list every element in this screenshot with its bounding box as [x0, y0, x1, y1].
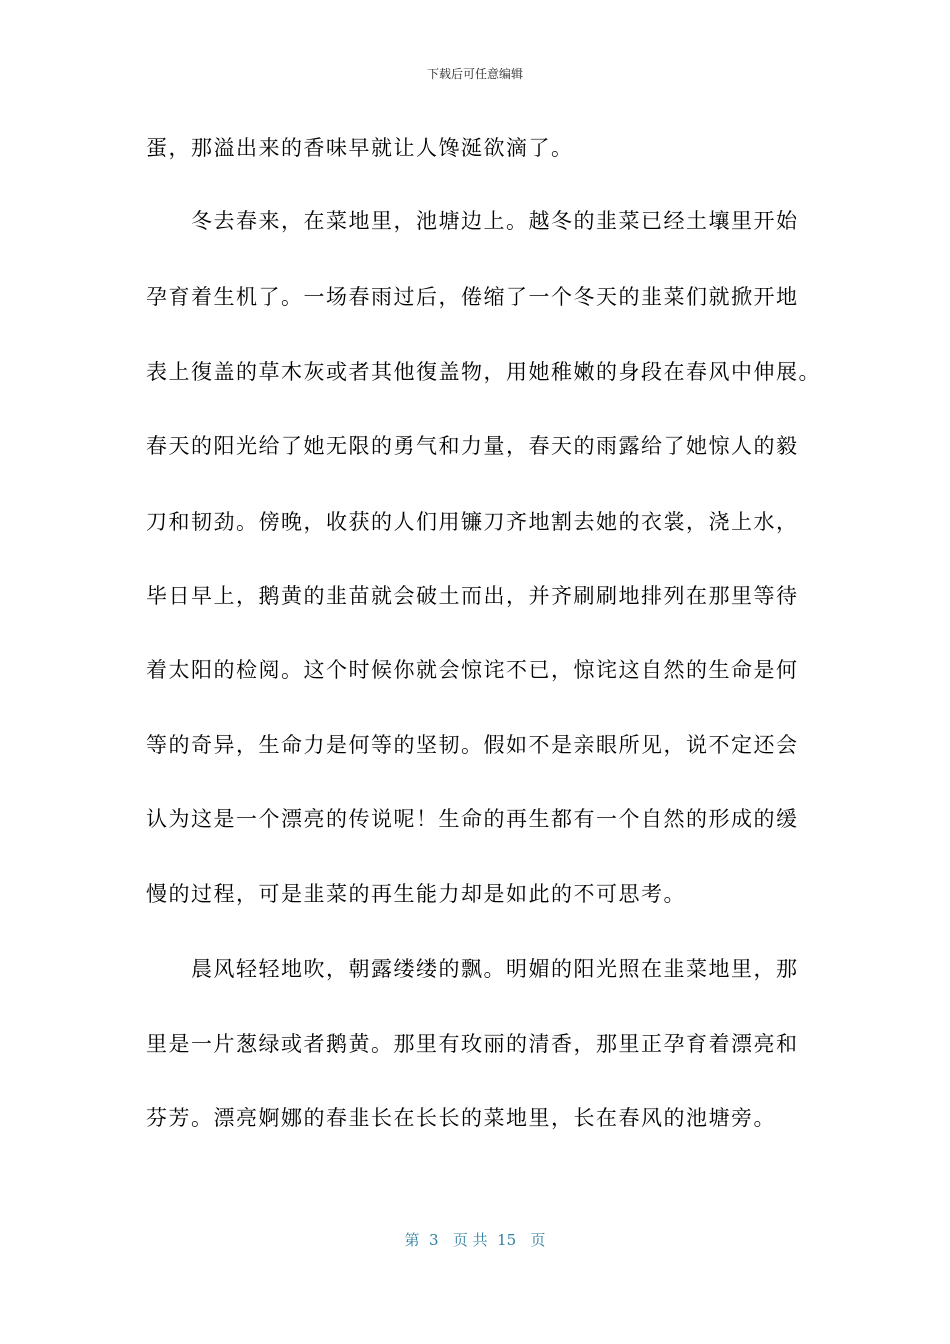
text-line: 认为这是一个漂亮的传说呢！生命的再生都有一个自然的形成的缓 [146, 807, 799, 831]
text-line: 蛋，那溢出来的香味早就让人馋涎欲滴了。 [146, 136, 574, 160]
text-line: 芬芳。漂亮婀娜的春韭长在长长的菜地里，长在春风的池塘旁。 [146, 1106, 776, 1130]
text-line: 着太阳的检阅。这个时候你就会惊诧不已，惊诧这自然的生命是何 [146, 658, 799, 682]
page-footer: 第 3 页 共 15 页 [404, 1231, 546, 1249]
text-line: 等的奇异，生命力是何等的坚韧。假如不是亲眼所见，说不定还会 [146, 733, 799, 757]
page-header: 下载后可任意编辑 [426, 67, 523, 81]
text-line: 晨风轻轻地吹，朝露缕缕的飘。明媚的阳光照在韭菜地里，那 [146, 957, 799, 981]
text-line: 毕日早上，鹅黄的韭苗就会破土而出，并齐刷刷地排列在那里等待 [146, 584, 799, 608]
text-line: 里是一片葱绿或者鹅黄。那里有玫丽的清香，那里正孕育着漂亮和 [146, 1032, 799, 1056]
text-line: 春天的阳光给了她无限的勇气和力量，春天的雨露给了她惊人的毅 [146, 434, 799, 458]
text-line: 冬去春来，在菜地里，池塘边上。越冬的韭菜已经土壤里开始 [146, 209, 799, 233]
text-line: 孕育着生机了。一场春雨过后，倦缩了一个冬天的韭菜们就掀开地 [146, 285, 799, 309]
text-line: 慢的过程，可是韭菜的再生能力却是如此的不可思考。 [146, 882, 686, 906]
text-line: 刀和韧劲。傍晚，收获的人们用镰刀齐地割去她的衣裳，浇上水， [146, 510, 799, 534]
text-line: 表上復盖的草木灰或者其他復盖物，用她稚嫩的身段在春风中伸展。 [146, 360, 821, 384]
